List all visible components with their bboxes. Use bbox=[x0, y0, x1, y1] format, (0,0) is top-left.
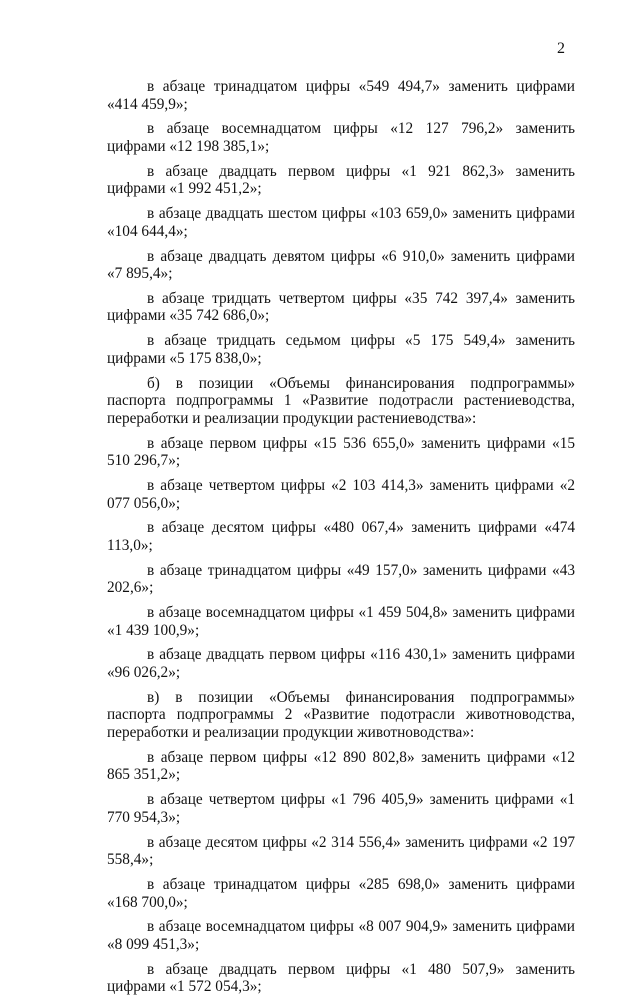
paragraph: в абзаце восемнадцатом цифры «12 127 796,2» заменить цифрами «12 198 385,1»; bbox=[107, 120, 575, 155]
paragraph: в абзаце четвертом цифры «2 103 414,3» заменить цифрами «2 077 056,0»; bbox=[107, 476, 575, 512]
paragraph: в абзаце первом цифры «12 890 802,8» заменить цифрами «12 865 351,2»; bbox=[107, 748, 575, 784]
paragraph: в абзаце тридцать седьмом цифры «5 175 549,4» заменить цифрами «5 175 838,0»; bbox=[107, 332, 575, 367]
paragraph: в абзаце тринадцатом цифры «549 494,7» заменить цифрами «414 459,9»; bbox=[107, 78, 575, 113]
paragraph: в абзаце тридцать четвертом цифры «35 742 397,4» заменить цифрами «35 742 686,0»; bbox=[107, 289, 575, 325]
page-number: 2 bbox=[557, 40, 565, 57]
paragraph: в абзаце двадцать первом цифры «1 921 862,3» заменить цифрами «1 992 451,2»; bbox=[107, 162, 575, 198]
paragraph: в абзаце восемнадцатом цифры «8 007 904,9» заменить цифрами «8 099 451,3»; bbox=[107, 918, 575, 953]
paragraph: в) в позиции «Объемы финансирования подпрограммы» паспорта подпрограммы 2 «Развитие подотрасли животноводства, переработки и реализации продукции животноводства»: bbox=[107, 688, 575, 742]
paragraph: в абзаце десятом цифры «2 314 556,4» заменить цифрами «2 197 558,4»; bbox=[107, 833, 575, 869]
paragraph: в абзаце четвертом цифры «1 796 405,9» заменить цифрами «1 770 954,3»; bbox=[107, 791, 575, 826]
paragraph: в абзаце двадцать первом цифры «1 480 507,9» заменить цифрами «1 572 054,3»; bbox=[107, 960, 575, 996]
paragraph: в абзаце десятом цифры «480 067,4» заменить цифрами «474 113,0»; bbox=[107, 519, 575, 554]
document-body bbox=[107, 78, 575, 1003]
paragraph: б) в позиции «Объемы финансирования подпрограммы» паспорта подпрограммы 1 «Развитие подотрасли растениеводства, переработки и реализации продукции растениеводства»: bbox=[107, 374, 575, 427]
paragraph: в абзаце двадцать девятом цифры «6 910,0» заменить цифрами «7 895,4»; bbox=[107, 247, 575, 283]
paragraph: в абзаце тринадцатом цифры «49 157,0» заменить цифрами «43 202,6»; bbox=[107, 561, 575, 597]
paragraph: в абзаце восемнадцатом цифры «1 459 504,8» заменить цифрами «1 439 100,9»; bbox=[107, 604, 575, 639]
paragraph: в абзаце двадцать первом цифры «116 430,1» заменить цифрами «96 026,2»; bbox=[107, 646, 575, 682]
paragraph: в абзаце двадцать шестом цифры «103 659,0» заменить цифрами «104 644,4»; bbox=[107, 205, 575, 240]
paragraph: в абзаце тринадцатом цифры «285 698,0» заменить цифрами «168 700,0»; bbox=[107, 875, 575, 911]
paragraph: в абзаце первом цифры «15 536 655,0» заменить цифрами «15 510 296,7»; bbox=[107, 434, 575, 470]
